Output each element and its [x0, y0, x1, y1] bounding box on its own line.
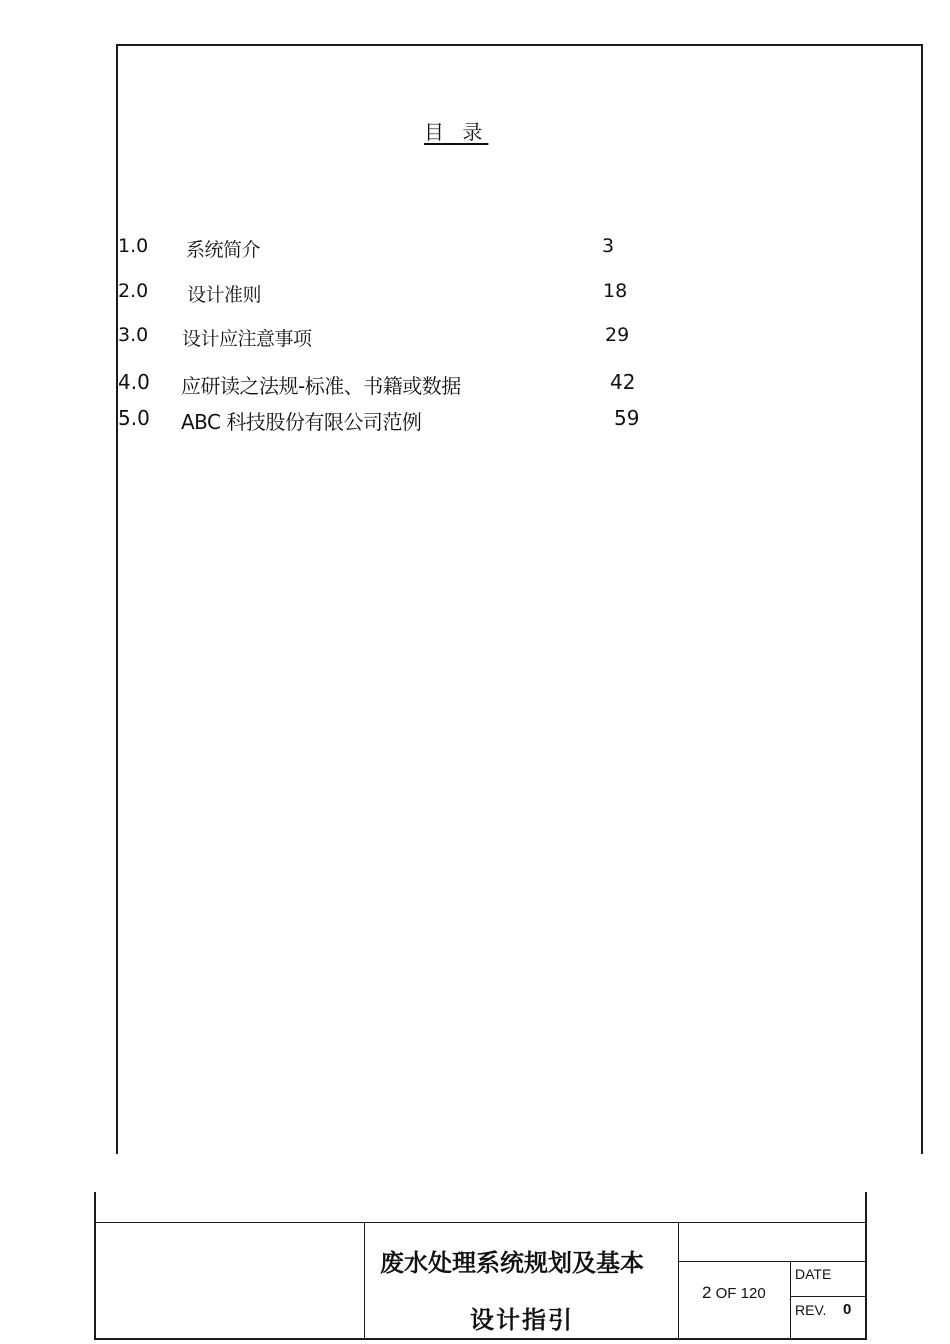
title-block-divider-3 [790, 1261, 791, 1338]
title-block-top-divider [94, 1222, 867, 1223]
toc-entry-5-number: 5.0 [118, 406, 150, 430]
toc-entry-3-title[interactable]: 设计应注意事项 [182, 328, 312, 350]
toc-entry-2-number: 2.0 [118, 280, 149, 302]
toc-entry-2-page: 18 [603, 280, 628, 302]
toc-entry-1-number: 1.0 [118, 235, 149, 257]
sheet-current: 2 [702, 1283, 712, 1302]
date-label: DATE [795, 1266, 832, 1282]
toc-entry-4-title[interactable]: 应研读之法规-标准、书籍或数据 [181, 374, 461, 398]
toc-entry-2-title[interactable]: 设计准则 [187, 284, 262, 306]
title-block-sheet-divider [678, 1261, 866, 1262]
document-title-line-2: 设计指引 [470, 1305, 574, 1334]
title-block-divider-2 [678, 1222, 679, 1338]
toc-entry-4-page: 42 [610, 370, 636, 394]
toc-entry-1-title[interactable]: 系统简介 [186, 239, 261, 261]
toc-entry-5-page: 59 [614, 406, 640, 430]
toc-entry-3-number: 3.0 [118, 324, 149, 346]
toc-title: 目 录 [424, 120, 489, 144]
sheet-total: OF 120 [711, 1285, 766, 1302]
title-block-right-border [865, 1192, 867, 1340]
toc-entry-5-title[interactable]: ABC 科技股份有限公司范例 [181, 410, 422, 434]
toc-entry-3-page: 29 [605, 324, 630, 346]
revision-value: 0 [843, 1301, 852, 1318]
revision-label: REV. [795, 1302, 827, 1318]
title-block-left-border [94, 1192, 96, 1340]
toc-entry-1-page: 3 [602, 235, 615, 257]
title-block-date-rev-divider [790, 1296, 866, 1297]
title-block-divider-1 [364, 1222, 365, 1338]
title-block-bottom-border [94, 1338, 867, 1340]
document-title-line-1: 废水处理系统规划及基本 [380, 1248, 644, 1277]
sheet-number [702, 1283, 766, 1303]
toc-entry-4-number: 4.0 [118, 370, 150, 394]
page-frame [116, 44, 923, 1154]
